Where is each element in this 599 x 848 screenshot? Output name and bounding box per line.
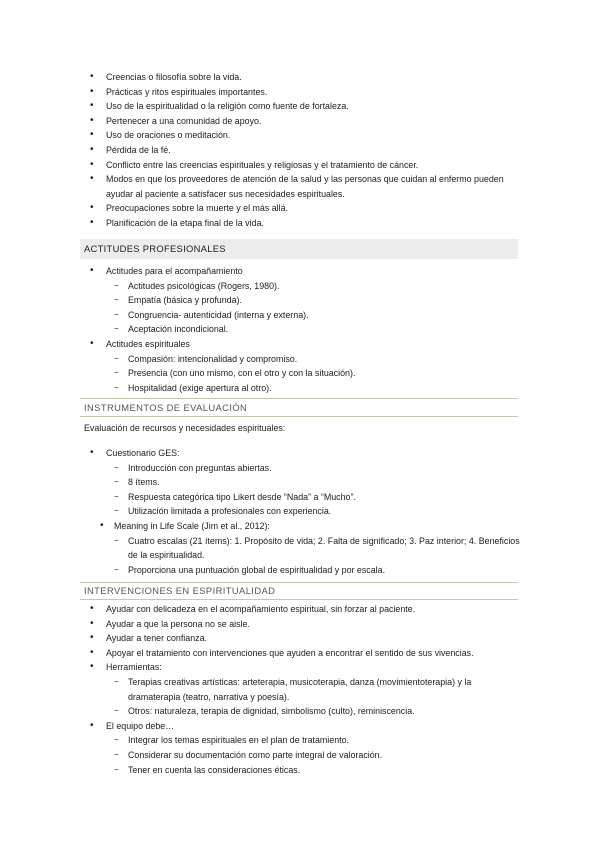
list-item: • Herramientas:: [0, 660, 599, 675]
section-heading-actitudes: ACTITUDES PROFESIONALES: [80, 239, 518, 259]
list-item: • Actitudes para el acompañamiento: [0, 264, 599, 279]
sub-list-item: − Compasión: intencionalidad y compromiso.: [0, 352, 599, 367]
section-rule: [80, 599, 518, 600]
list-item: • Pertenecer a una comunidad de apoyo.: [0, 114, 599, 129]
instrumentos-list: [0, 446, 599, 577]
sub-list-item: − Empatía (básica y profunda).: [0, 293, 599, 308]
sub-list-item: − Tener en cuenta las consideraciones éticas.: [0, 763, 599, 778]
list-item: • El equipo debe…: [0, 719, 599, 734]
sub-list-item: − Introducción con preguntas abiertas.: [0, 461, 599, 476]
sub-list-item: − Hospitalidad (exige apertura al otro).: [0, 381, 599, 396]
list-item: • Pérdida de la fé.: [0, 143, 599, 158]
instrumentos-intro: Evaluación de recursos y necesidades espirituales:: [84, 423, 286, 433]
sub-list-item: − 8 ítems.: [0, 475, 599, 490]
sub-list-item: − Respuesta categórica tipo Likert desde “Nada” a “Mucho”.: [0, 490, 599, 505]
sub-list-item: − Presencia (con uno mismo, con el otro y con la situación).: [0, 366, 599, 381]
list-item: • Ayudar con delicadeza en el acompañamiento espiritual, sin forzar al paciente.: [0, 602, 599, 617]
section-heading-instrumentos: [80, 396, 518, 416]
sub-list-item: − Utilización limitada a profesionales con experiencia.: [0, 504, 599, 519]
list-item: • Uso de oraciones o meditación.: [0, 128, 599, 143]
list-item: • Cuestionario GES:: [0, 446, 599, 461]
list-item: • Planificación de la etapa final de la vida.: [0, 216, 599, 231]
list-item: • Ayudar a que la persona no se aisle.: [0, 617, 599, 632]
list-item: • Creencias o filosofía sobre la vida.: [0, 70, 599, 85]
sub-list-item: − Integrar los temas espirituales en el plan de tratamiento.: [0, 733, 599, 748]
sub-list-item: − Cuatro escalas (21 ítems): 1. Propósito de vida; 2. Falta de significado; 3. Paz interior; 4. Beneficios de la espiritualidad.: [0, 534, 599, 563]
list-item: • Prácticas y ritos espirituales importantes.: [0, 85, 599, 100]
intro-list: [0, 70, 599, 231]
sub-list-item: − Considerar su documentación como parte integral de valoración.: [0, 748, 599, 763]
section-rule: [80, 416, 518, 417]
section-title: INTERVENCIONES EN ESPIRITUALIDAD: [84, 585, 276, 596]
actitudes-list: [0, 264, 599, 395]
list-item: • Uso de la espiritualidad o la religión como fuente de fortaleza.: [0, 99, 599, 114]
sub-list-item: − Terapias creativas artísticas: arteterapia, musicoterapia, danza (movimientoterapia) y la dramaterapia (teatro, narrativa y poesía).: [0, 675, 599, 704]
section-heading-intervenciones: [80, 580, 518, 600]
sub-list-item: − Aceptación incondicional.: [0, 322, 599, 337]
list-item: • Conflicto entre las creencias espirituales y religiosas y el tratamiento de cáncer.: [0, 158, 599, 173]
list-item: • Actitudes espirituales: [0, 337, 599, 352]
sub-list-item: − Otros: naturaleza, terapia de dignidad, simbolismo (culto), reminiscencia.: [0, 704, 599, 719]
section-title: INSTRUMENTOS DE EVALUACIÓN: [84, 402, 248, 413]
sub-list-item: − Congruencia- autenticidad (interna y externa).: [0, 308, 599, 323]
list-item: • Apoyar el tratamiento con intervenciones que ayuden a encontrar el sentido de sus vivencias.: [0, 646, 599, 661]
section-rule: [80, 398, 518, 399]
sub-list-item: − Actitudes psicológicas (Rogers, 1980).: [0, 279, 599, 294]
sub-list-item: − Proporciona una puntuación global de espiritualidad y por escala.: [0, 563, 599, 578]
list-item: • Preocupaciones sobre la muerte y el más allá.: [0, 201, 599, 216]
list-item: • Ayudar a tener confianza.: [0, 631, 599, 646]
list-item: • Modos en que los proveedores de atención de la salud y las personas que cuidan al enfermo pueden ayudar al paciente a satisfacer sus necesidades espirituales.: [0, 172, 599, 201]
section-rule: [80, 582, 518, 583]
intervenciones-list: [0, 602, 599, 777]
list-item: • Meaning in Life Scale (Jim et al., 2012):: [0, 519, 599, 534]
